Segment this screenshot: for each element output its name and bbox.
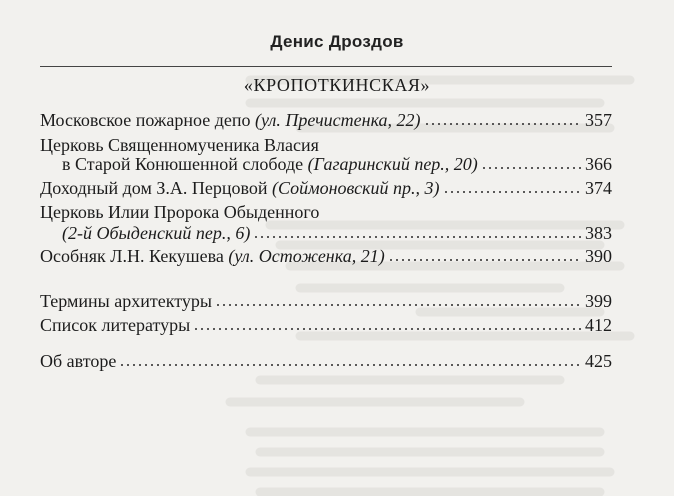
dot-leader [215,303,582,307]
dot-leader [253,235,582,239]
dot-leader [388,258,582,262]
toc-entry-title: Об авторе [40,351,117,371]
dot-leader [424,122,582,126]
toc-entry [62,221,612,245]
toc-page-number: 399 [585,291,612,311]
toc-entry-address: (ул. Остоженка, 21) [228,246,385,266]
toc-entry-title [62,221,250,245]
running-header-author: Денис Дроздов [270,32,404,51]
toc-entry-address: (ул. Пречистенка, 22) [254,110,421,130]
toc-entry [40,289,612,313]
section-title: «КРОПОТКИНСКАЯ» [243,75,431,95]
toc-entry-address: (2-й Обыденский пер., 6) [62,223,251,243]
dot-leader [119,363,582,367]
toc-entry [40,349,612,373]
toc-entry-title: Список литературы [40,315,191,335]
toc-entry-address: (Гагаринский пер., 20) [307,154,478,174]
toc-page-number: 374 [585,178,612,198]
dot-leader [193,327,582,331]
toc-entry-address: (Соймоновский пр., 3) [272,178,440,198]
toc-entry-title: Церковь Илии Пророка Обыденного [40,202,320,222]
toc-page-number: 390 [585,246,612,266]
dot-leader [443,190,582,194]
toc-entry [62,152,612,176]
toc-page-number: 357 [585,110,612,130]
toc-entry-title: в Старой Конюшенной слободе (Гагаринский пер., 20) [62,154,478,174]
toc-entry-title: Церковь Священномученика Власия [40,135,319,155]
toc-entry-title: Особняк Л.Н. Кекушева (ул. Остоженка, 21) [40,246,385,266]
toc-entry [40,313,612,337]
toc-entry-title: Доходный дом З.А. Перцовой (Соймоновский пр., 3) [40,178,440,198]
toc-page-number: 366 [585,154,612,174]
dot-leader [481,166,582,170]
toc-entry [40,244,612,268]
toc-entry [40,176,612,200]
toc-entry-title: Термины архитектуры [40,291,212,311]
toc-entry [40,108,612,132]
toc-page-number: 412 [585,315,612,335]
toc-page-number: 383 [585,223,612,243]
toc-entry-title: Московское пожарное депо (ул. Пречистенка, 22) [40,110,421,130]
toc-page-number: 425 [585,351,612,371]
